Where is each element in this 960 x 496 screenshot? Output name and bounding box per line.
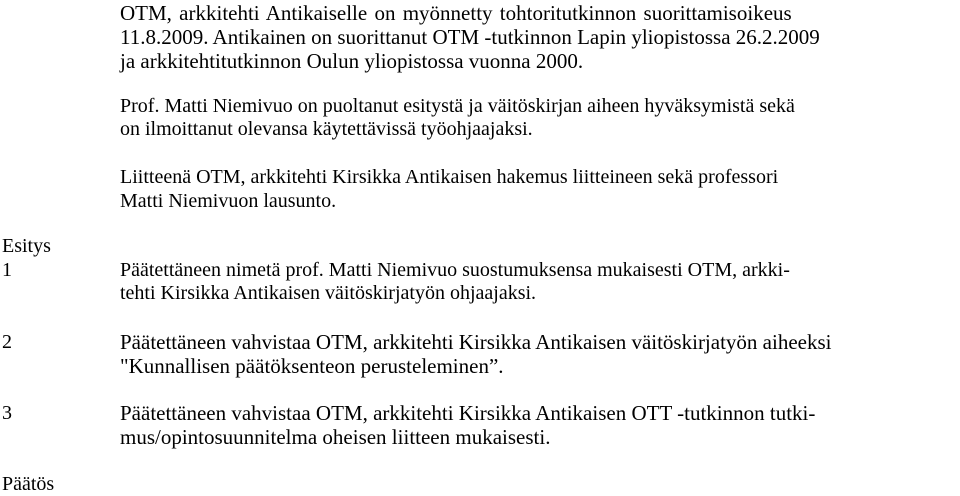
- paragraph-line: OTM, arkkitehti Antikaiselle on myönnetty tohtoritutkinnon suorittamisoikeus: [120, 1, 792, 25]
- item-number: 2: [2, 331, 12, 353]
- paragraph-line: Liitteenä OTM, arkkitehti Kirsikka Antikaisen hakemus liitteineen sekä professori: [120, 166, 779, 188]
- section-heading-paatos: Päätös: [2, 473, 55, 495]
- item-line: Päätettäneen vahvistaa OTM, arkkitehti Kirsikka Antikaisen OTT -tutkinnon tutki-: [120, 401, 816, 425]
- item-line: mus/opintosuunnitelma oheisen liitteen mukaisesti.: [120, 425, 551, 449]
- item-number: 1: [2, 259, 12, 281]
- paragraph-line: on ilmoittanut olevansa käytettävissä työohjaajaksi.: [120, 118, 533, 140]
- paragraph-line: 11.8.2009. Antikainen on suorittanut OTM -tutkinnon Lapin yliopistossa 26.2.2009: [120, 25, 820, 49]
- item-line: tehti Kirsikka Antikaisen väitöskirjatyön ohjaajaksi.: [120, 282, 537, 304]
- section-heading-esitys: Esitys: [2, 235, 51, 257]
- paragraph-line: ja arkkitehtitutkinnon Oulun yliopistossa vuonna 2000.: [120, 49, 584, 73]
- item-number: 3: [2, 402, 12, 424]
- item-line: Päätettäneen nimetä prof. Matti Niemivuo suostumuksensa mukaisesti OTM, arkki-: [120, 259, 790, 281]
- paragraph-line: Prof. Matti Niemivuo on puoltanut esitystä ja väitöskirjan aiheen hyväksymistä sekä: [120, 95, 795, 117]
- item-line: "Kunnallisen päätöksenteon perusteleminen”.: [120, 354, 504, 378]
- paragraph-line: Matti Niemivuon lausunto.: [120, 190, 337, 212]
- item-line: Päätettäneen vahvistaa OTM, arkkitehti Kirsikka Antikaisen väitöskirjatyön aiheeksi: [120, 330, 832, 354]
